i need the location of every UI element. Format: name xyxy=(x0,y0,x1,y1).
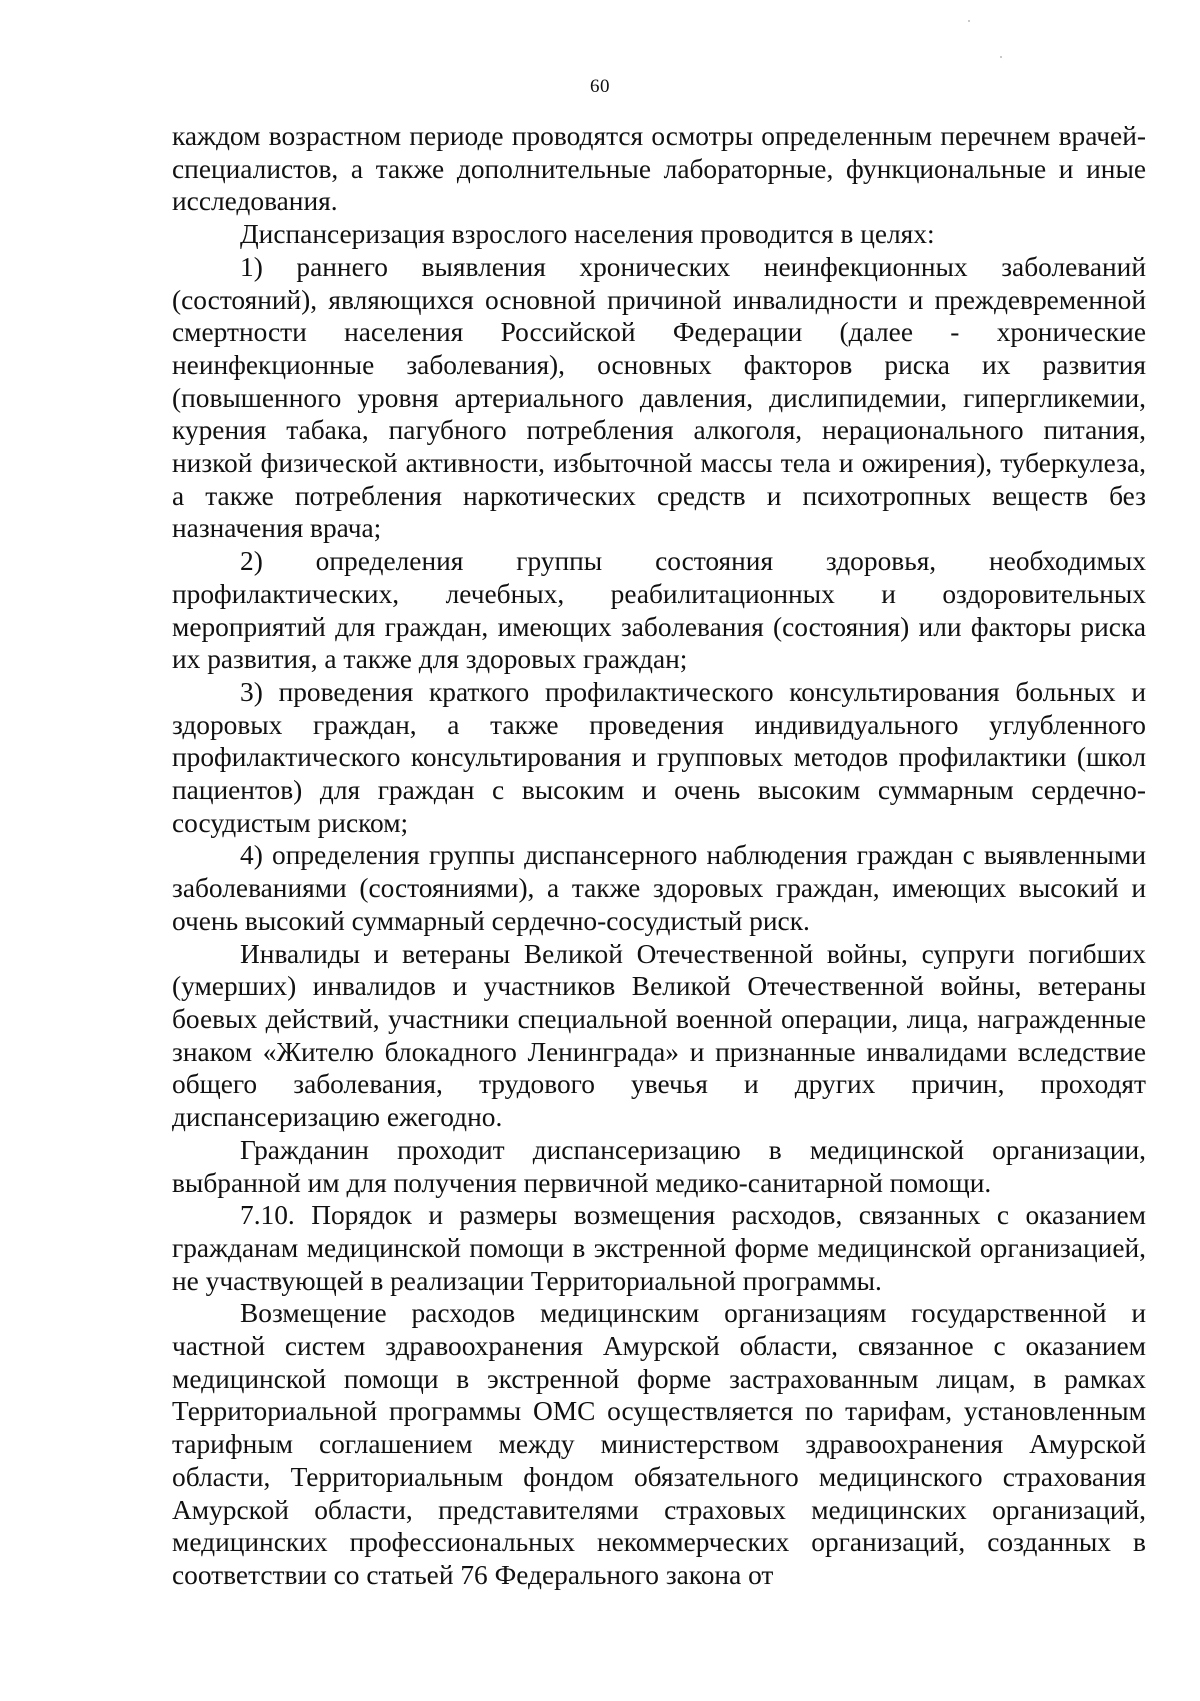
paragraph-veterans: Инвалиды и ветераны Великой Отечественной войны, супруги погибших (умерших) инвалидов и участников Великой Отечественной войны, ветераны боевых действий, участники специальной военной операции, лица, награжденные знаком «Жителю блокадного Ленинграда» и признанные инвалидами вследствие общего заболевания, трудового увечья и других причин, проходят диспансеризацию ежегодно. xyxy=(172,938,1146,1133)
paragraph-goals-intro: Диспансеризация взрослого населения проводится в целях: xyxy=(240,219,935,250)
page-number: 60 xyxy=(590,76,610,97)
paragraph-continuation: каждом возрастном периоде проводятся осмотры определенным перечнем врачей-специалистов, а также дополнительные лабораторные, функциональные и иные исследования. xyxy=(172,121,1146,217)
paragraph-citizen: Гражданин проходит диспансеризацию в медицинской организации, выбранной им для получения первичной медико-санитарной помощи. xyxy=(172,1134,1146,1198)
section-heading-7-10: 7.10. Порядок и размеры возмещения расходов, связанных с оказанием гражданам медицинской помощи в экстренной форме медицинской организацией, не участвующей в реализации Территориальной программы. xyxy=(172,1200,1146,1296)
paragraph-reimbursement: Возмещение расходов медицинским организациям государственной и частной систем здравоохранения Амурской области, связанное с оказанием медицинской помощи в экстренной форме застрахованным лицам, в рамках Территориальной программы ОМС осуществляется по тарифам, установленным тарифным соглашением между министерством здравоохранения Амурской области, Территориальным фондом обязательного медицинского страхования Амурской области, представителями страховых медицинских организаций, медицинских профессиональных некоммерческих организаций, созданных в соответствии со статьей 76 Федерального закона от xyxy=(172,1298,1146,1590)
scan-speck xyxy=(968,20,970,22)
list-item-goal-3: 3) проведения краткого профилактического консультирования больных и здоровых граждан, а также проведения индивидуального углубленного профилактического консультирования и групповых методов профилактики (школ пациентов) для граждан с высоким и очень высоким суммарным сердечно-сосудистым риском; xyxy=(172,676,1146,838)
scan-speck xyxy=(1000,56,1002,58)
list-item-goal-1: 1) раннего выявления хронических неинфекционных заболеваний (состояний), являющихся основной причиной инвалидности и преждевременной смертности населения Российской Федерации (далее - хронические неинфекционные заболевания), основных факторов риска их развития (повышенного уровня артериального давления, дислипидемии, гипергликемии, курения табака, пагубного потребления алкоголя, нерационального питания, низкой физической активности, избыточной массы тела и ожирения), туберкулеза, а также потребления наркотических средств и психотропных веществ без назначения врача; xyxy=(172,251,1146,544)
list-item-goal-4: 4) определения группы диспансерного наблюдения граждан с выявленными заболеваниями (состояниями), а также здоровых граждан, имеющих высокий и очень высокий суммарный сердечно-сосудистый риск. xyxy=(172,840,1146,936)
document-body xyxy=(172,120,1146,1592)
list-item-goal-2: 2) определения группы состояния здоровья, необходимых профилактических, лечебных, реабилитационных и оздоровительных мероприятий для граждан, имеющих заболевания (состояния) или факторы риска их развития, а также для здоровых граждан; xyxy=(172,546,1146,675)
